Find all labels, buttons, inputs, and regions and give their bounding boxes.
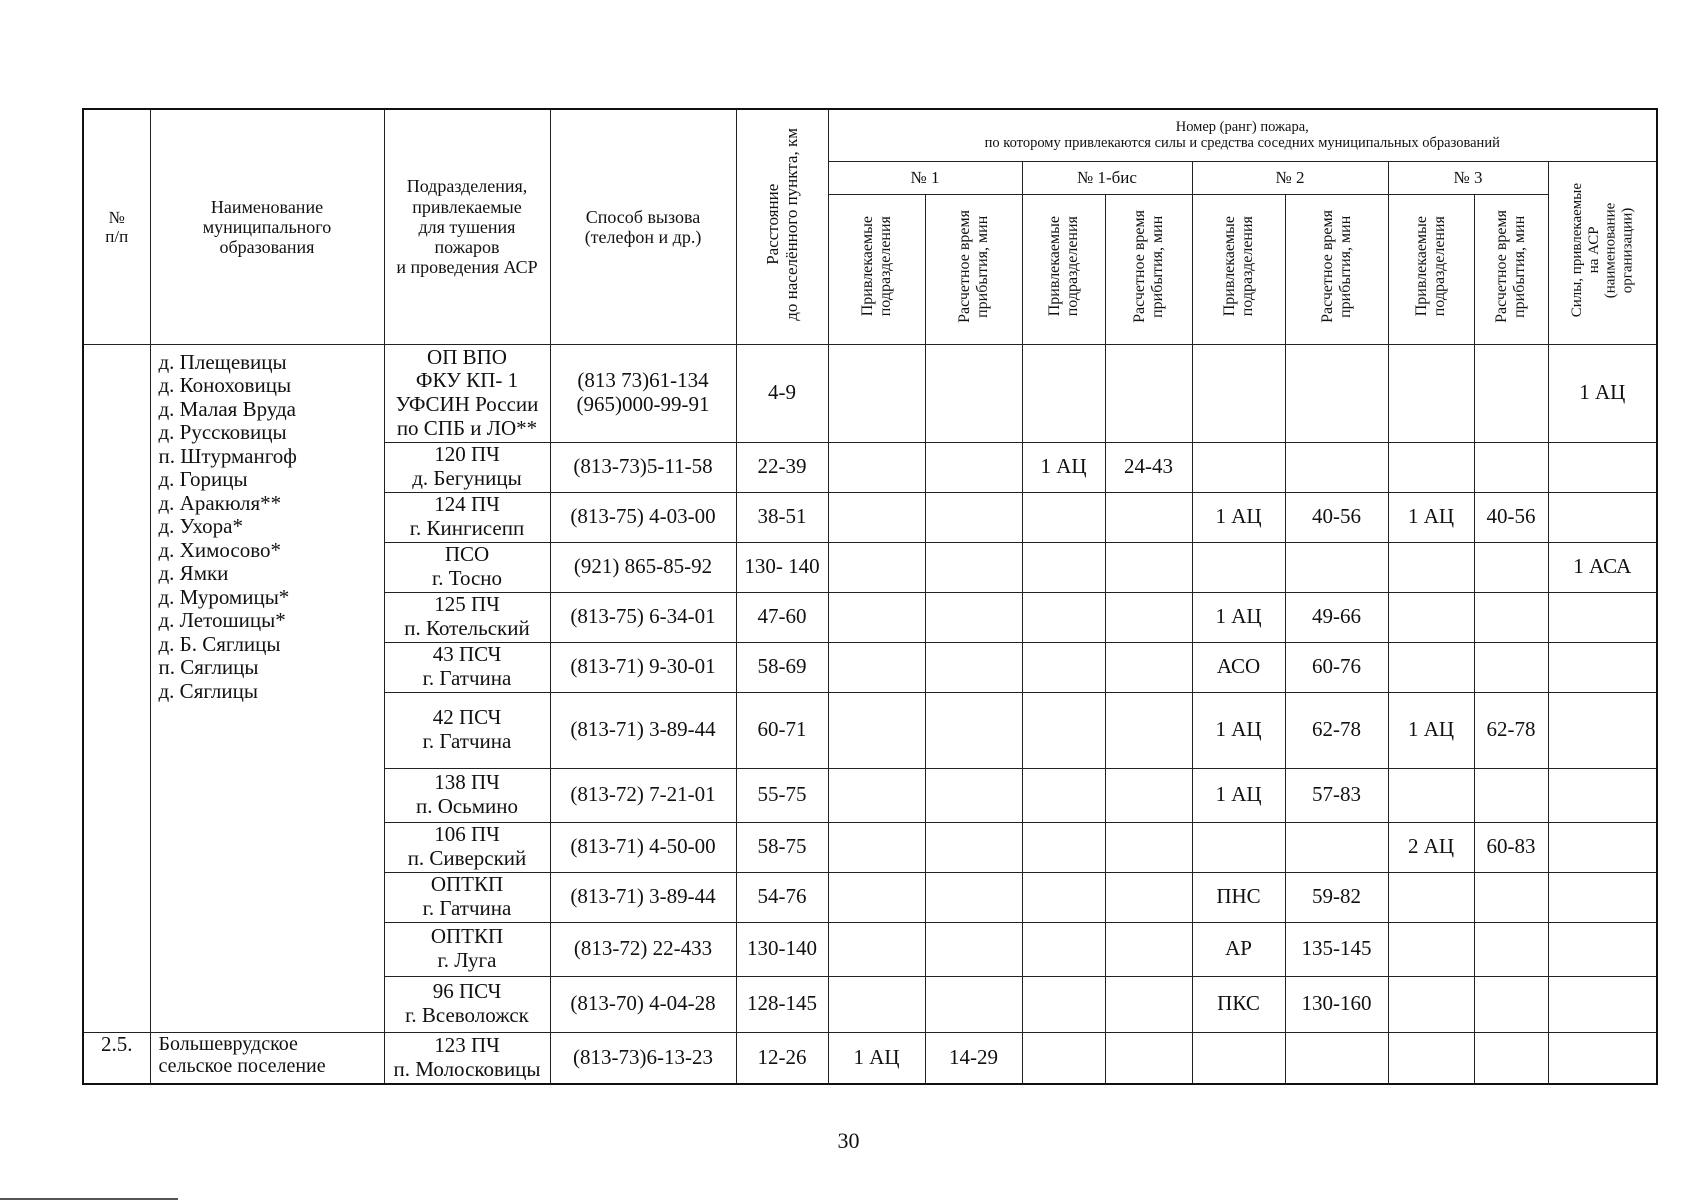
rank1bis-units-cell [1022,922,1105,976]
unit-cell [384,692,550,768]
rank2-time-cell-text: 57-83 [1312,782,1361,807]
unit-cell-text: 138 ПЧ п. Осьмино [415,770,519,818]
header-num: № п/п [83,109,150,344]
distance-cell [736,872,828,922]
rank1bis-units-cell [1022,642,1105,692]
distance-cell-text: 130- 140 [744,554,820,579]
page-number: 30 [837,1128,860,1153]
settlement-name: д. Летошицы* [158,608,286,633]
distance-cell [736,492,828,542]
phone-cell-text: (813-71) 3-89-44 [570,884,716,909]
rank2-units-cell [1192,592,1285,642]
rank1bis-units-cell [1022,442,1105,492]
unit-cell-text: ОП ВПО ФКУ КП- 1 УФСИН России по СПБ и ЛО** [395,344,539,440]
unit-cell [384,872,550,922]
rank3-time-cell [1474,492,1548,542]
distance-cell-text: 128-145 [747,991,817,1016]
header-units: Подразделения, привлекаемые для тушения пожаров и проведения АСР [384,109,550,344]
unit-cell [384,442,550,492]
unit-cell [384,1032,550,1084]
rank3-time-cell [1474,922,1548,976]
phone-cell-text: (813-72) 7-21-01 [570,782,716,807]
unit-cell-text: 43 ПСЧ г. Гатчина [422,642,512,690]
rank1-units-cell [828,768,925,822]
rank1bis-time-cell [1105,692,1192,768]
distance-cell-text: 38-51 [757,504,807,529]
rank1-time-cell [925,922,1022,976]
rank2-time-cell-text: 62-78 [1312,717,1361,742]
rank3-time-cell [1474,768,1548,822]
rank1-time-cell [925,592,1022,642]
rank2-units-cell [1192,872,1285,922]
fire-forces-table [82,108,1658,1085]
rank1bis-units-cell [1022,592,1105,642]
header-rank2-units: Привлекаемые подразделения [1192,194,1285,344]
rank1-units-cell-text: 1 АЦ [853,1044,900,1069]
unit-cell-text: 106 ПЧ п. Сиверский [407,822,527,870]
rank1-units-cell [828,922,925,976]
rank1bis-units-cell [1022,976,1105,1032]
rank1bis-time-cell [1105,872,1192,922]
rank3-units-cell-text: 1 АЦ [1407,504,1455,529]
rank1-units-cell [828,976,925,1032]
settlement-name: д. Малая Вруда [158,396,296,421]
phone-cell-text: (813-75) 6-34-01 [570,604,716,629]
distance-cell [736,542,828,592]
distance-cell [736,642,828,692]
header-rank-1bis: № 1-бис [1022,161,1192,194]
rank2-units-cell-text: 1 АЦ [1215,717,1262,742]
phone-cell [550,976,736,1032]
rank1-time-cell [925,692,1022,768]
phone-cell-text: (813-75) 4-03-00 [570,504,716,529]
rank2-time-cell [1285,872,1388,922]
asr-forces-cell [1548,442,1657,492]
rank1-time-cell [925,542,1022,592]
distance-cell-text: 54-76 [757,884,807,909]
rank1bis-units-cell [1022,768,1105,822]
rank3-units-cell [1388,592,1474,642]
rank1bis-units-cell [1022,692,1105,768]
row-number-cell [83,1032,150,1084]
rank3-units-cell [1388,872,1474,922]
settlement-name: д. Сяглицы [158,678,258,703]
rank1bis-time-cell-text: 24-43 [1124,454,1173,479]
settlement-name: п. Сяглицы [158,655,259,680]
settlement-name: д. Ухора* [158,514,243,539]
distance-cell-text: 47-60 [757,604,807,629]
table-row [83,344,1657,442]
rank3-units-cell [1388,542,1474,592]
phone-cell [550,344,736,442]
rank2-time-cell [1285,492,1388,542]
rank1-time-cell [925,976,1022,1032]
phone-cell-text: (813-72) 22-433 [573,936,713,961]
rank3-time-cell-text: 40-56 [1486,504,1536,529]
rank3-time-cell [1474,642,1548,692]
phone-cell-text: (813 73)61-134 (965)000-99-91 [576,368,710,416]
header-municipality: Наименование муниципального образования [150,109,384,344]
unit-cell [384,592,550,642]
rank1-units-cell [828,442,925,492]
rank2-time-cell [1285,822,1388,872]
asr-forces-cell [1548,822,1657,872]
unit-cell [384,542,550,592]
rank2-time-cell [1285,976,1388,1032]
rank1bis-units-cell [1022,1032,1105,1084]
rank3-units-cell [1388,976,1474,1032]
distance-cell [736,442,828,492]
settlement-name: д. Ямки [158,561,229,586]
phone-cell [550,642,736,692]
row-number-cell-text: 2.5. [101,1031,133,1056]
rank3-time-cell [1474,872,1548,922]
unit-cell [384,822,550,872]
rank2-time-cell-text: 49-66 [1312,604,1361,629]
unit-cell-text: 120 ПЧ д. Бегуницы [412,442,522,490]
rank1-time-cell [925,822,1022,872]
settlement-name: д. Б. Сяглицы [158,631,281,656]
rank1-time-cell [925,768,1022,822]
header-rank3-units: Привлекаемые подразделения [1388,194,1474,344]
distance-cell-text: 55-75 [757,782,807,807]
distance-cell-text: 58-69 [757,654,807,679]
asr-forces-cell [1548,976,1657,1032]
rank1-units-cell [828,344,925,442]
rank3-time-cell [1474,976,1548,1032]
rank1bis-time-cell [1105,1032,1192,1084]
rank1bis-time-cell [1105,922,1192,976]
asr-forces-cell [1548,1032,1657,1084]
phone-cell [550,1032,736,1084]
rank3-units-cell [1388,768,1474,822]
phone-cell [550,692,736,768]
header-rank1-units: Привлекаемые подразделения [828,194,925,344]
header-rank1-time: Расчетное время прибытия, мин [925,194,1022,344]
unit-cell [384,976,550,1032]
distance-cell-text: 58-75 [757,834,807,859]
header-rank2-time: Расчетное время прибытия, мин [1285,194,1388,344]
rank2-time-cell [1285,692,1388,768]
rank2-units-cell [1192,922,1285,976]
rank1bis-time-cell [1105,592,1192,642]
rank2-units-cell-text: АСО [1216,654,1261,679]
settlement-name: д. Муромицы* [158,584,290,609]
settlement-name: д. Горицы [158,467,248,492]
unit-cell [384,492,550,542]
phone-cell [550,872,736,922]
rank2-time-cell [1285,768,1388,822]
table-row [83,1032,1657,1084]
asr-forces-cell [1548,592,1657,642]
distance-cell-text: 60-71 [757,717,807,742]
rank3-time-cell [1474,542,1548,592]
unit-cell-text: 124 ПЧ г. Кингисепп [409,492,525,540]
rank2-units-cell-text: 1 АЦ [1215,782,1262,807]
rank2-units-cell [1192,542,1285,592]
phone-cell-text: (813-73)6-13-23 [573,1044,713,1069]
rank2-time-cell-text: 60-76 [1312,654,1361,679]
rank1-units-cell [828,542,925,592]
settlement-name: п. Штурмангоф [158,443,297,468]
rank3-units-cell [1388,344,1474,442]
rank1bis-time-cell [1105,442,1192,492]
rank3-units-cell [1388,822,1474,872]
phone-cell-text: (813-71) 3-89-44 [570,717,716,742]
settlement-name: д. Плещевицы [158,349,287,374]
rank2-time-cell [1285,442,1388,492]
header-asr-forces: Силы, привлекаемые на АСР (наименование организации) [1548,161,1657,344]
rank3-time-cell [1474,822,1548,872]
asr-forces-cell [1548,492,1657,542]
phone-cell [550,492,736,542]
rank2-units-cell [1192,692,1285,768]
rank1bis-time-cell [1105,542,1192,592]
rank3-units-cell [1388,692,1474,768]
rank2-time-cell-text: 135-145 [1301,936,1372,961]
municipality-name-cell [150,1032,384,1084]
rank1-units-cell [828,592,925,642]
rank3-time-cell [1474,1032,1548,1084]
rank3-units-cell [1388,922,1474,976]
unit-cell-text: ПСО г. Тосно [431,542,503,590]
rank2-units-cell-text: 1 АЦ [1215,504,1262,529]
phone-cell [550,768,736,822]
asr-forces-cell-text: 1 АСА [1573,554,1632,579]
header-rank3-time: Расчетное время прибытия, мин [1474,194,1548,344]
rank2-units-cell [1192,442,1285,492]
rank2-units-cell-text: ПНС [1216,884,1261,909]
asr-forces-cell [1548,922,1657,976]
rank1-time-cell [925,1032,1022,1084]
unit-cell [384,642,550,692]
rank3-time-cell [1474,592,1548,642]
distance-cell [736,768,828,822]
asr-forces-cell [1548,344,1657,442]
rank1-time-cell [925,344,1022,442]
rank1bis-time-cell [1105,822,1192,872]
distance-cell [736,822,828,872]
asr-forces-cell [1548,768,1657,822]
phone-cell-text: (813-71) 9-30-01 [570,654,716,679]
distance-cell [736,976,828,1032]
rank2-units-cell [1192,768,1285,822]
distance-cell-text: 12-26 [757,1044,807,1069]
header-rank1bis-units: Привлекаемые подразделения [1022,194,1105,344]
distance-cell-text: 4-9 [768,380,796,405]
rank3-time-cell-text: 62-78 [1486,717,1536,742]
distance-cell [736,692,828,768]
unit-cell-text: 123 ПЧ п. Молосковицы [393,1033,541,1081]
rank1bis-time-cell [1105,976,1192,1032]
unit-cell-text: ОПТКП г. Луга [430,924,504,972]
distance-cell-text: 130-140 [747,936,817,961]
rank1bis-time-cell [1105,768,1192,822]
settlement-name: д. Руссковицы [158,420,287,445]
rank3-time-cell [1474,692,1548,768]
rank3-time-cell [1474,442,1548,492]
rank3-units-cell-text: 1 АЦ [1407,717,1455,742]
rank1-units-cell [828,872,925,922]
rank2-units-cell [1192,344,1285,442]
rank2-units-cell [1192,976,1285,1032]
header-rank-title: Номер (ранг) пожара, по которому привлекаются силы и средства соседних муниципальных образований [828,109,1657,161]
rank2-time-cell [1285,344,1388,442]
rank2-time-cell [1285,542,1388,592]
phone-cell-text: (813-73)5-11-58 [573,454,713,479]
rank1bis-units-cell [1022,344,1105,442]
header-rank-1: № 1 [828,161,1022,194]
municipality-name-cell-text: Большеврудское сельское поселение [158,1032,326,1077]
rank2-units-cell [1192,642,1285,692]
rank1-time-cell [925,442,1022,492]
rank2-time-cell-text: 59-82 [1312,884,1361,909]
asr-forces-cell [1548,692,1657,768]
rank1bis-units-cell [1022,872,1105,922]
unit-cell [384,768,550,822]
rank3-units-cell-text: 2 АЦ [1407,834,1455,859]
rank3-units-cell [1388,492,1474,542]
settlement-name: д. Коноховицы [158,373,292,398]
rank1-units-cell [828,1032,925,1084]
rank1-units-cell [828,642,925,692]
rank2-time-cell-text: 40-56 [1312,504,1361,529]
header-distance: Расстояние до населённого пункта, км [736,109,828,344]
distance-cell [736,1032,828,1084]
rank1-time-cell [925,642,1022,692]
unit-cell-text: ОПТКП г. Гатчина [422,872,512,920]
rank2-units-cell-text: 1 АЦ [1215,604,1262,629]
unit-cell [384,344,550,442]
phone-cell-text: (921) 865-85-92 [573,554,713,579]
rank3-units-cell [1388,442,1474,492]
rank1-time-cell [925,492,1022,542]
distance-cell [736,922,828,976]
rank3-time-cell [1474,344,1548,442]
rank1bis-units-cell [1022,822,1105,872]
rank2-units-cell [1192,1032,1285,1084]
distance-cell [736,344,828,442]
header-call-method: Способ вызова (телефон и др.) [550,109,736,344]
rank1bis-time-cell [1105,344,1192,442]
rank3-units-cell [1388,1032,1474,1084]
rank1bis-units-cell [1022,542,1105,592]
rank2-units-cell-text: АР [1225,936,1252,961]
rank3-time-cell-text: 60-83 [1486,834,1536,859]
phone-cell [550,922,736,976]
rank1bis-time-cell [1105,492,1192,542]
rank2-time-cell [1285,1032,1388,1084]
header-rank-2: № 2 [1192,161,1388,194]
unit-cell-text: 96 ПСЧ г. Всеволожск [405,979,529,1027]
asr-forces-cell [1548,642,1657,692]
phone-cell [550,822,736,872]
unit-cell-text: 42 ПСЧ г. Гатчина [422,705,512,753]
rank1bis-time-cell [1105,642,1192,692]
rank3-units-cell [1388,642,1474,692]
rank1-time-cell-text: 14-29 [949,1044,998,1069]
asr-forces-cell-text: 1 АЦ [1579,380,1626,405]
rank1bis-units-cell [1022,492,1105,542]
phone-cell [550,542,736,592]
rank1-units-cell [828,692,925,768]
rank2-time-cell [1285,642,1388,692]
rank2-time-cell [1285,592,1388,642]
unit-cell [384,922,550,976]
rank1-units-cell [828,822,925,872]
asr-forces-cell [1548,542,1657,592]
phone-cell [550,592,736,642]
rank2-time-cell [1285,922,1388,976]
rank1-units-cell [828,492,925,542]
rank2-units-cell [1192,492,1285,542]
unit-cell-text: 125 ПЧ п. Котельский [404,592,530,640]
settlement-name: д. Аракюля** [158,490,282,515]
settlement-name: д. Химосово* [158,537,281,562]
rank2-units-cell-text: ПКС [1217,991,1260,1016]
settlement-list [150,344,384,1032]
distance-cell [736,592,828,642]
distance-cell-text: 22-39 [757,454,807,479]
phone-cell-text: (813-70) 4-04-28 [570,991,716,1016]
rank2-time-cell-text: 130-160 [1301,991,1372,1016]
header-rank1bis-time: Расчетное время прибытия, мин [1105,194,1192,344]
row-number-cell [83,344,150,1032]
phone-cell [550,442,736,492]
rank1-time-cell [925,872,1022,922]
rank1bis-units-cell-text: 1 АЦ [1040,454,1087,479]
header-rank-3: № 3 [1388,161,1548,194]
rank2-units-cell [1192,822,1285,872]
phone-cell-text: (813-71) 4-50-00 [570,834,716,859]
asr-forces-cell [1548,872,1657,922]
